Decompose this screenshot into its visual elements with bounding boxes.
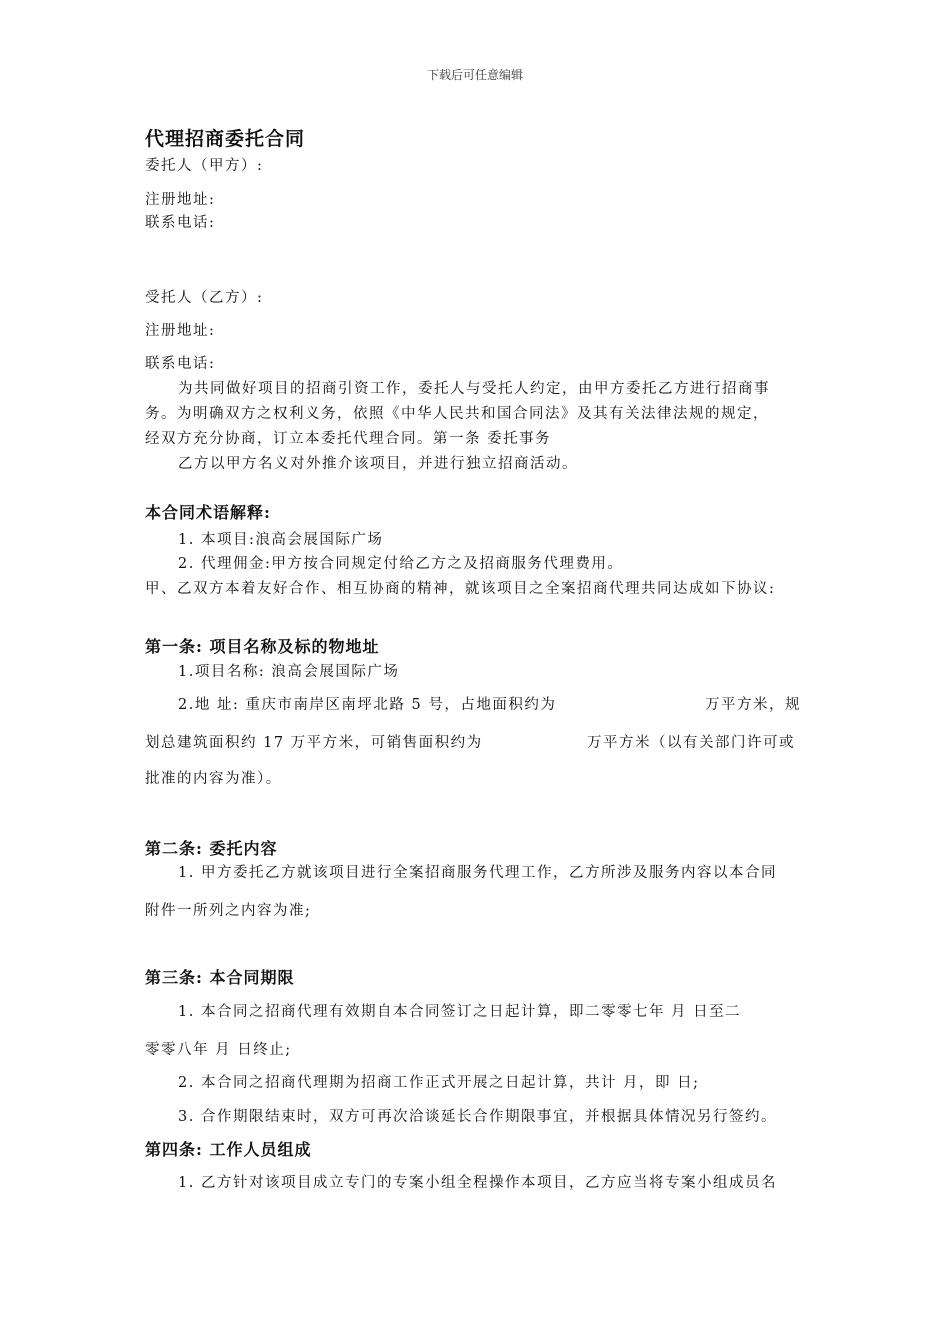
article-1-item-2-end: 批准的内容为准）。 [145,771,282,787]
article-1-heading: 第一条: 项目名称及标的物地址 [145,637,380,656]
terms-item-1: 1. 本项目:浪高会展国际广场 [178,532,384,548]
party-b-address: 注册地址: [145,323,216,339]
party-a-phone: 联系电话: [145,215,216,231]
article-2-heading: 第二条: 委托内容 [145,839,278,858]
article-1-item-2: 2.地 址: 重庆市南岸区南坪北路 5 号，占地面积约为 [178,697,557,713]
article-3-heading: 第三条: 本合同期限 [145,968,295,987]
article-4-item-1: 1. 乙方针对该项目成立专门的专案小组全程操作本项目，乙方应当将专案小组成员名 [178,1175,777,1191]
article-3-item-1: 1. 本合同之招商代理有效期自本合同签订之日起计算，即二零零七年 月 日至二 [178,1004,742,1020]
article-1-item-2-cont: 划总建筑面积约 17 万平方米，可销售面积约为 [145,735,483,751]
preamble-line-4: 乙方以甲方名义对外推介该项目，并进行独立招商活动。 [178,456,578,472]
document-title: 代理招商委托合同 [145,128,306,150]
terms-heading: 本合同术语解释: [145,503,271,522]
party-b-phone: 联系电话: [145,356,216,372]
article-3-item-2: 2. 本合同之招商代理期为招商工作正式开展之日起计算，共计 月，即 日; [178,1075,700,1091]
article-1-item-1: 1.项目名称: 浪高会展国际广场 [178,664,400,680]
preamble-line-2: 务。为明确双方之权利义务，依照《中华人民共和国合同法》及其有关法律法规的规定， [145,406,769,422]
article-2-item-1-cont: 附件一所列之内容为准; [145,903,312,919]
party-b-label: 受托人（乙方）: [145,290,264,306]
article-4-heading: 第四条: 工作人员组成 [145,1140,312,1159]
preamble-line-1: 为共同做好项目的招商引资工作，委托人与受托人约定，由甲方委托乙方进行招商事 [178,381,770,397]
preamble-line-3: 经双方充分协商，订立本委托代理合同。第一条 委托事务 [145,431,552,447]
party-a-address: 注册地址: [145,192,216,208]
terms-agreement: 甲、乙双方本着友好合作、相互协商的精神，就该项目之全案招商代理共同达成如下协议: [145,581,776,597]
article-1-item-2-unit-2: 万平方米（以有关部门许可或 [587,735,795,751]
article-3-item-1-cont: 零零八年 月 日终止; [145,1042,292,1058]
page-header: 下载后可任意编辑 [426,68,523,82]
article-3-item-3: 3. 合作期限结束时，双方可再次洽谈延长合作期限事宜，并根据具体情况另行签约。 [178,1109,777,1125]
article-1-item-2-unit: 万平方米，规 [705,697,801,713]
article-2-item-1: 1. 甲方委托乙方就该项目进行全案招商服务代理工作，乙方所涉及服务内容以本合同 [178,865,777,881]
terms-item-2: 2. 代理佣金:甲方按合同规定付给乙方之及招商服务代理费用。 [178,556,624,572]
party-a-label: 委托人（甲方）: [145,158,264,174]
